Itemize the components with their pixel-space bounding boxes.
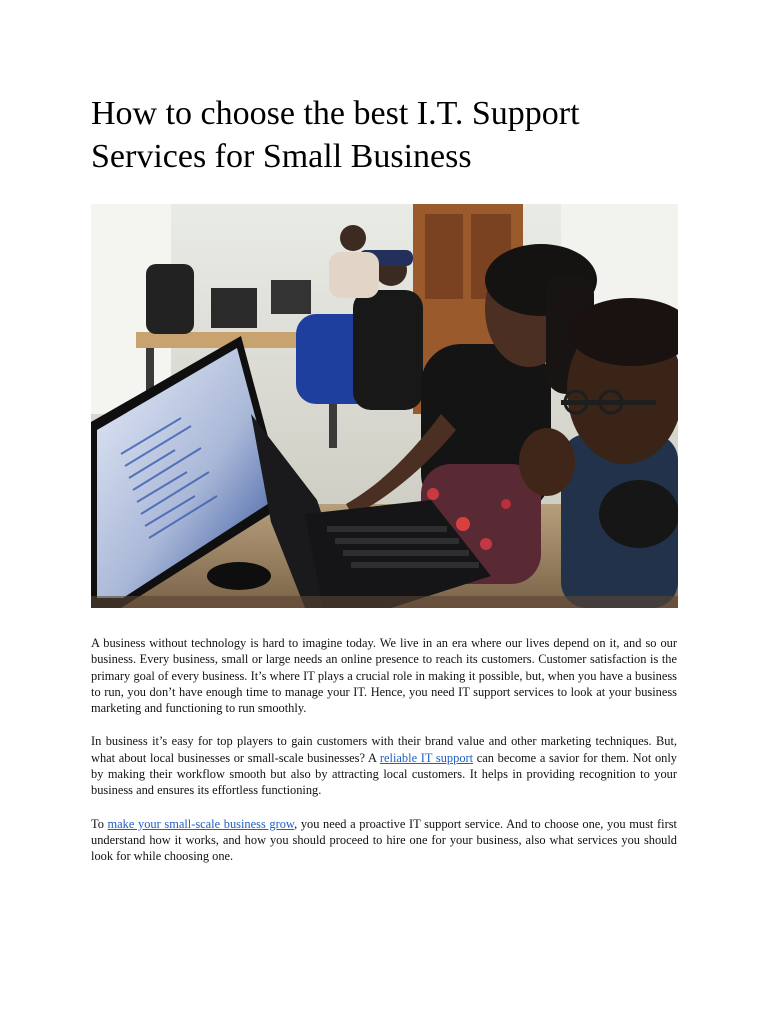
grow-business-link[interactable]: make your small-scale business grow <box>107 816 295 831</box>
paragraph-1: A business without technology is hard to imagine today. We live in an era where our lives depend on it, and so our business. Every business, small or large needs an online presence to reach its customers. Customer satisfaction is the primary goal of every business. It’s where IT plays a crucial role in making it possible, but, when you have a business to run, you don’t have enough time to manage your IT. Hence, you need IT support services to look at your business marketing and functioning to run smoothly. <box>91 636 677 716</box>
paragraph-3-text-end: , you need a proactive IT support service. And to choose one, you must first understand how it works, and how you should proceed to hire one for your business, also what services you should look for while choosing one. <box>91 816 677 864</box>
title-line-1: How to choose the best I.T. Support <box>91 95 580 132</box>
office-photo-illustration <box>91 204 678 608</box>
paragraph-3 <box>91 816 677 865</box>
title-line-2: Services for Small Business <box>91 138 472 175</box>
reliable-it-support-link[interactable]: reliable IT support <box>379 750 474 765</box>
office-photo <box>91 204 678 608</box>
paragraph-2-text-end: can become a savior for them. Not only by making their workflow smooth but also by attracting local customers. It helps in providing recognition to your business and ensures its effortless functioning. <box>91 750 677 798</box>
article-body <box>91 635 677 882</box>
paragraph-2 <box>91 733 677 798</box>
paragraph-2-text-start: In business it’s easy for top players to gain customers with their brand value and other marketing techniques. But, what about local businesses or small-scale businesses? A <box>91 734 677 765</box>
paragraph-3-text-start: To <box>91 816 108 831</box>
document-title <box>91 92 691 178</box>
